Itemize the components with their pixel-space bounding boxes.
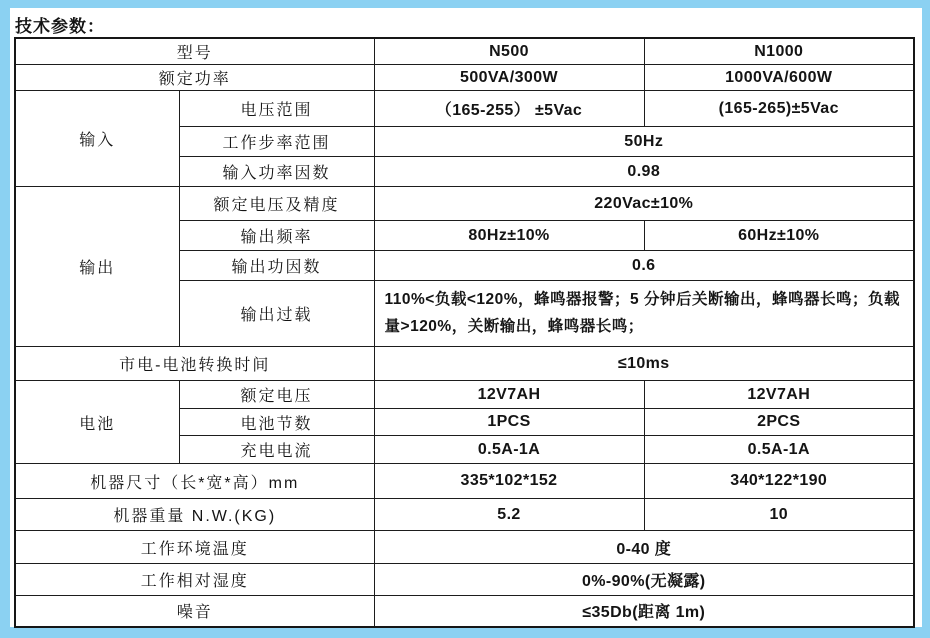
- spec-value-cell: 220Vac±10%: [374, 187, 914, 221]
- page-title: 技术参数：: [15, 17, 105, 36]
- table-row: [15, 499, 914, 531]
- specs-table: [14, 37, 915, 628]
- spec-value-cell: 500VA/300W: [374, 65, 644, 91]
- spec-label-cell: 输入功率因数: [179, 157, 374, 187]
- spec-label-cell: 机器尺寸（长*宽*高）mm: [15, 464, 374, 499]
- spec-label-cell: 工作步率范围: [179, 127, 374, 157]
- spec-label-cell: 充电电流: [179, 436, 374, 464]
- spec-label-cell: 噪音: [15, 596, 374, 627]
- table-row: [15, 596, 914, 627]
- spec-value-cell: 80Hz±10%: [374, 221, 644, 251]
- spec-value-cell: 1PCS: [374, 409, 644, 436]
- table-row: [15, 65, 914, 91]
- spec-label-cell: 电池节数: [179, 409, 374, 436]
- table-row: [15, 91, 914, 127]
- spec-value-cell: N500: [374, 38, 644, 65]
- spec-value-cell: 50Hz: [374, 127, 914, 157]
- spec-label-cell: 额定电压: [179, 381, 374, 409]
- spec-value-cell: (165-265)±5Vac: [644, 91, 914, 127]
- spec-value-cell: 12V7AH: [374, 381, 644, 409]
- spec-value-cell: ≤10ms: [374, 347, 914, 381]
- spec-value-cell: 10: [644, 499, 914, 531]
- spec-value-cell: 5.2: [374, 499, 644, 531]
- spec-value-cell: ≤35Db(距离 1m): [374, 596, 914, 627]
- spec-value-cell: 340*122*190: [644, 464, 914, 499]
- table-row: [15, 531, 914, 564]
- spec-value-cell: 110%<负载<120%，蜂鸣器报警；5 分钟后关断输出，蜂鸣器长鸣；负载量>120%，关断输出，蜂鸣器长鸣；: [374, 281, 914, 347]
- spec-label-cell: 额定电压及精度: [179, 187, 374, 221]
- spec-group-cell: 输出: [15, 187, 179, 347]
- spec-label-cell: 型号: [15, 38, 374, 65]
- spec-group-cell: 输入: [15, 91, 179, 187]
- table-row: [15, 187, 914, 221]
- spec-value-cell: 0%-90%(无凝露): [374, 564, 914, 596]
- table-row: [15, 347, 914, 381]
- spec-value-cell: 0.98: [374, 157, 914, 187]
- spec-value-cell: 60Hz±10%: [644, 221, 914, 251]
- spec-value-cell: （165-255） ±5Vac: [374, 91, 644, 127]
- spec-value-cell: 0.5A-1A: [374, 436, 644, 464]
- specs-table-body: [15, 38, 914, 627]
- spec-value-cell: 1000VA/600W: [644, 65, 914, 91]
- spec-label-cell: 额定功率: [15, 65, 374, 91]
- spec-label-cell: 电压范围: [179, 91, 374, 127]
- spec-value-cell: 2PCS: [644, 409, 914, 436]
- table-row: [15, 464, 914, 499]
- spec-value-cell: 0.5A-1A: [644, 436, 914, 464]
- content-panel: [10, 8, 922, 627]
- table-row: [15, 38, 914, 65]
- spec-label-cell: 输出过载: [179, 281, 374, 347]
- table-row: [15, 381, 914, 409]
- spec-value-cell: 0.6: [374, 251, 914, 281]
- spec-label-cell: 工作环境温度: [15, 531, 374, 564]
- spec-label-cell: 机器重量 N.W.(KG): [15, 499, 374, 531]
- spec-value-cell: 12V7AH: [644, 381, 914, 409]
- spec-label-cell: 市电-电池转换时间: [15, 347, 374, 381]
- spec-label-cell: 输出功因数: [179, 251, 374, 281]
- spec-group-cell: 电池: [15, 381, 179, 464]
- spec-value-cell: 335*102*152: [374, 464, 644, 499]
- spec-value-cell: 0-40 度: [374, 531, 914, 564]
- table-row: [15, 564, 914, 596]
- spec-value-cell: N1000: [644, 38, 914, 65]
- spec-label-cell: 工作相对湿度: [15, 564, 374, 596]
- spec-label-cell: 输出频率: [179, 221, 374, 251]
